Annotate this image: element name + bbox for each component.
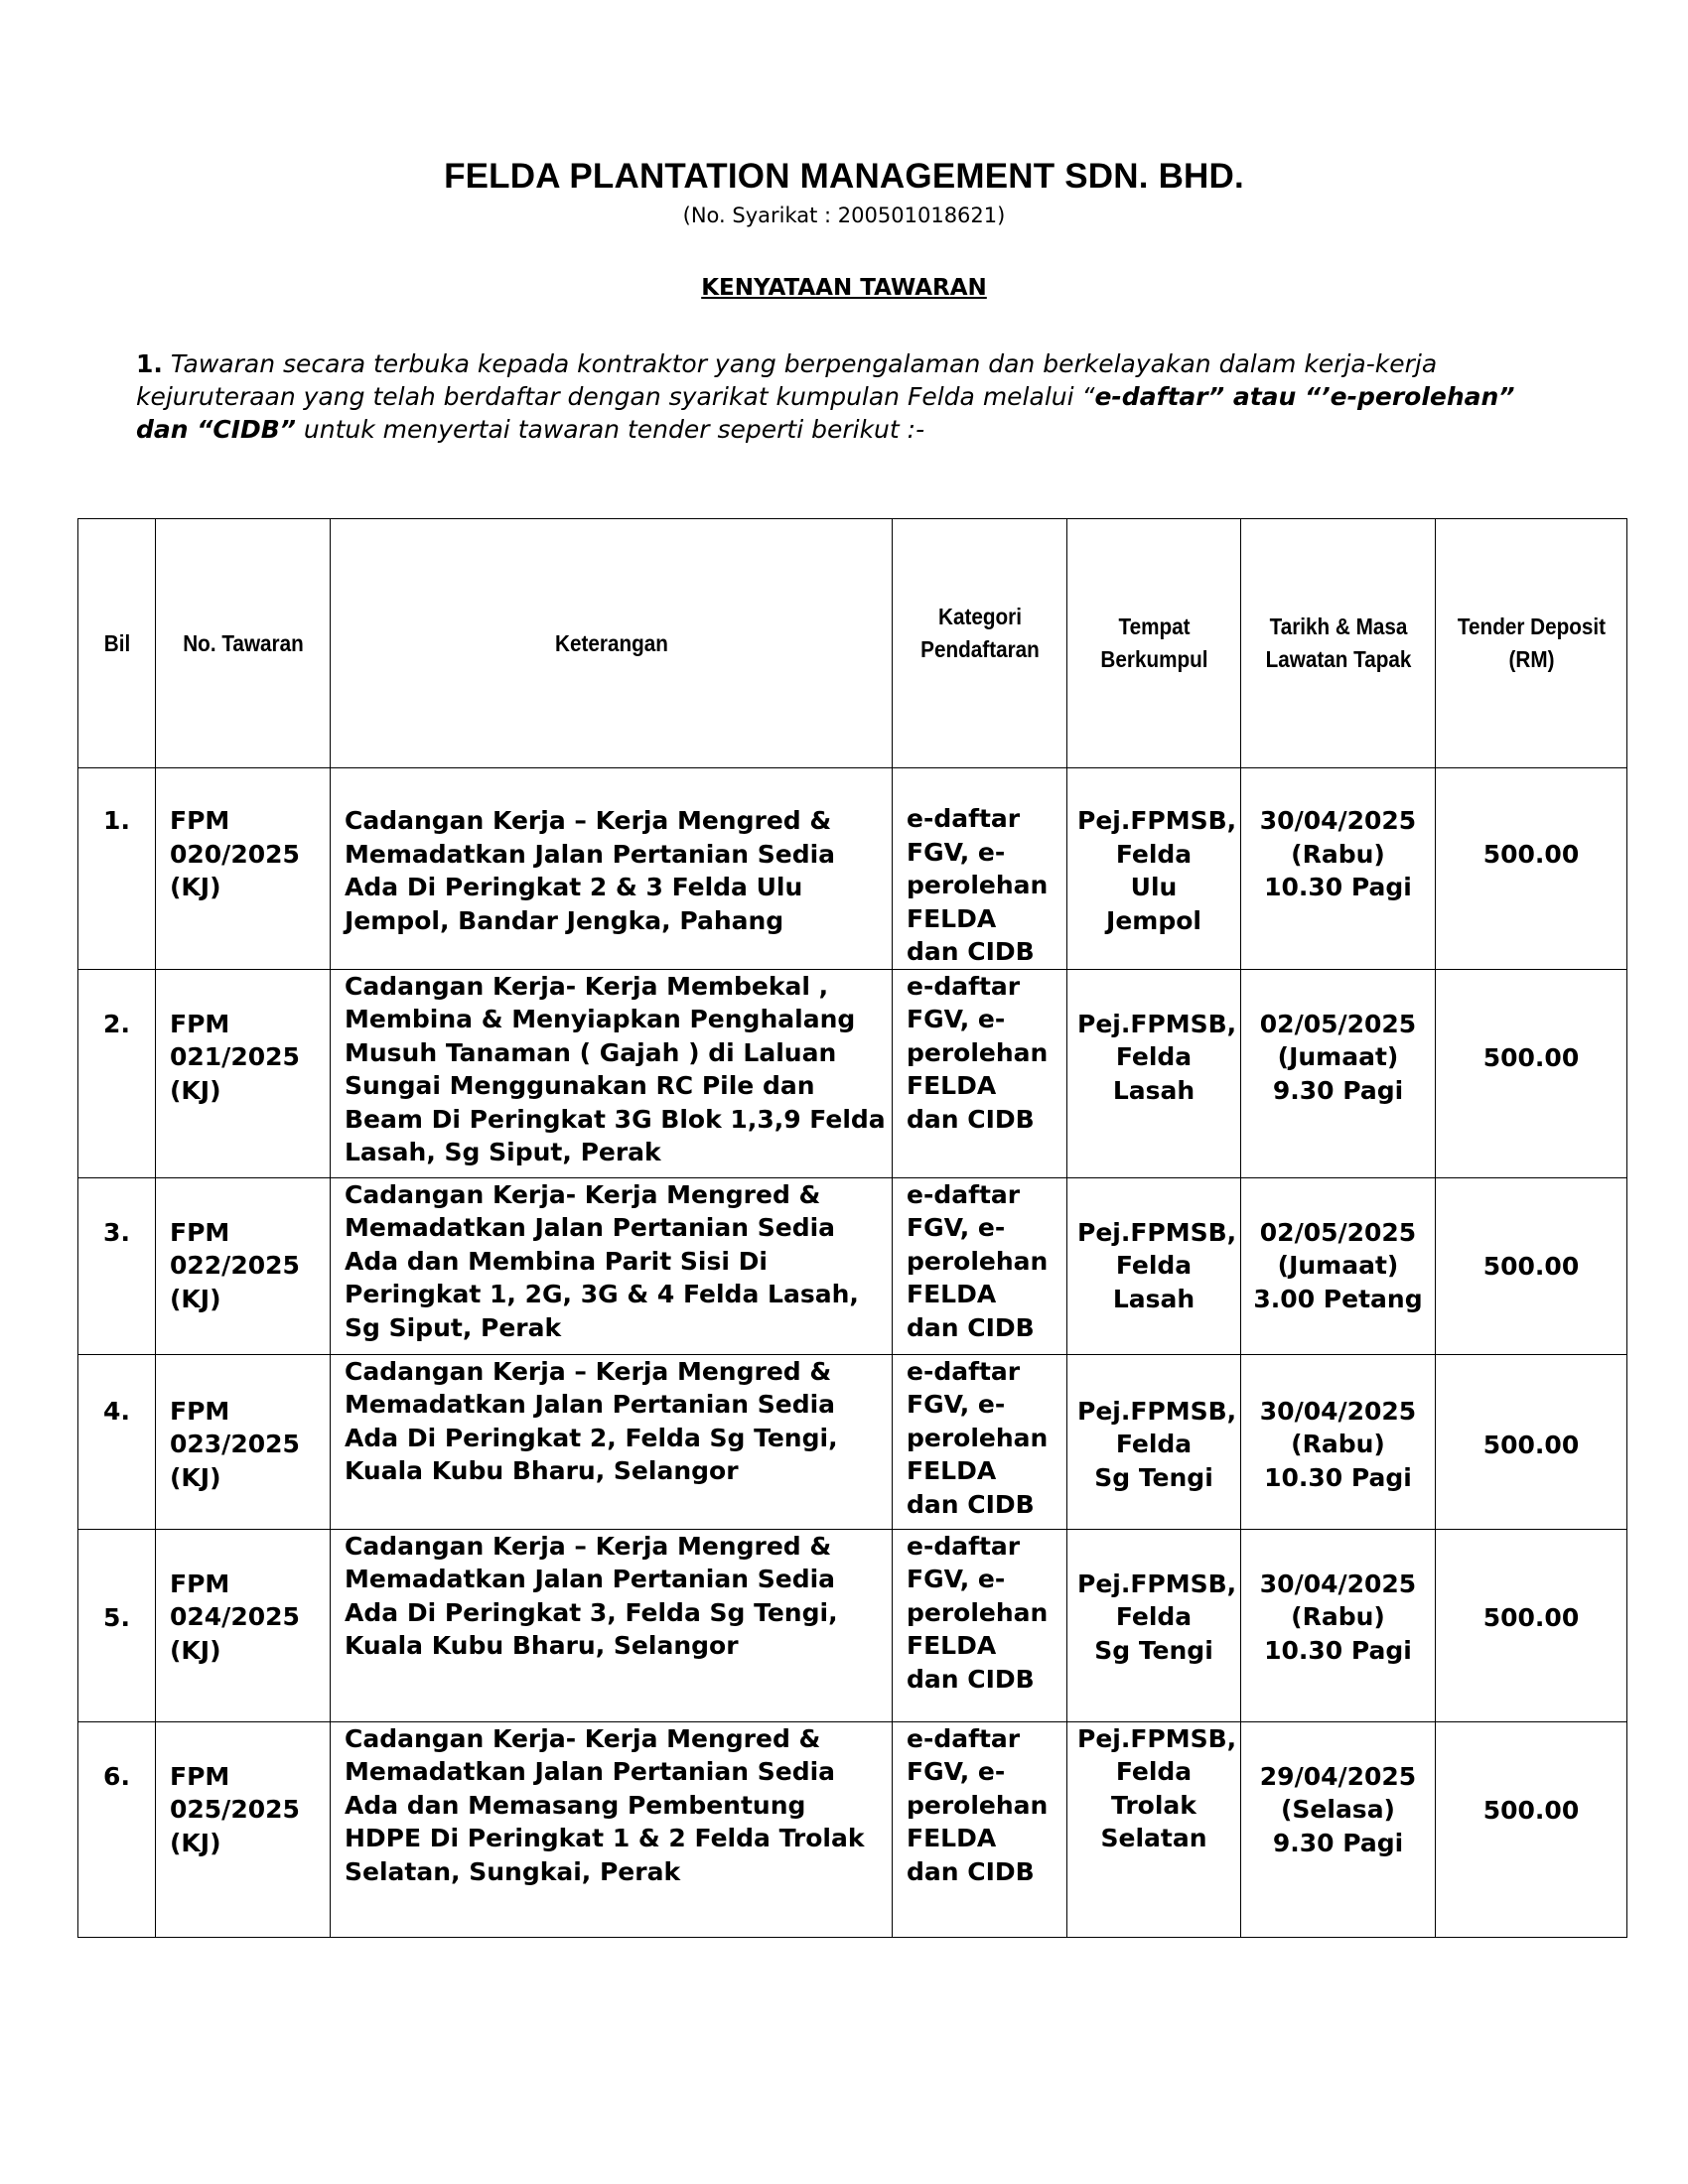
cell-no-tawaran: FPM 021/2025 (KJ) xyxy=(156,969,331,1177)
header-keterangan: Keterangan xyxy=(358,519,864,768)
cell-deposit: 500.00 xyxy=(1436,1721,1627,1937)
table-row xyxy=(78,969,1627,1177)
document-heading: KENYATAAN TAWARAN xyxy=(701,275,987,301)
cell-kategori: e-daftar FGV, e-perolehan FELDA dan CIDB xyxy=(893,1354,1067,1529)
cell-no-tawaran: FPM 022/2025 (KJ) xyxy=(156,1177,331,1354)
cell-deposit: 500.00 xyxy=(1436,1354,1627,1529)
cell-kategori: e-daftar FGV, e-perolehan FELDA dan CIDB xyxy=(893,1721,1067,1937)
intro-number: 1. xyxy=(136,349,163,378)
cell-kategori: e-daftar FGV, e-perolehan FELDA dan CIDB xyxy=(893,1177,1067,1354)
cell-tarikh: 02/05/2025 (Jumaat) 9.30 Pagi xyxy=(1241,969,1436,1177)
intro-text-1: Tawaran secara terbuka kepada kontraktor yang berpengalaman dan berkelayakan dalam kerja-kerja kejuruteraan yang telah berdaftar dengan syarikat kumpulan Felda melalui “ xyxy=(136,349,1438,411)
intro-paragraph xyxy=(136,347,1561,446)
table-row xyxy=(78,1529,1627,1721)
company-title: FELDA PLANTATION MANAGEMENT SDN. BHD. xyxy=(444,157,1244,196)
table-row xyxy=(78,1721,1627,1937)
header-tempat: Tempat Berkumpul xyxy=(1075,519,1232,768)
cell-tarikh: 02/05/2025 (Jumaat) 3.00 Petang xyxy=(1241,1177,1436,1354)
table-header-row xyxy=(78,519,1627,768)
cell-keterangan: Cadangan Kerja – Kerja Mengred & Memadatkan Jalan Pertanian Sedia Ada Di Peringkat 3, Felda Sg Tengi, Kuala Kubu Bharu, Selangor xyxy=(331,1529,893,1721)
cell-keterangan: Cadangan Kerja – Kerja Mengred & Memadatkan Jalan Pertanian Sedia Ada Di Peringkat 2, Felda Sg Tengi, Kuala Kubu Bharu, Selangor xyxy=(331,1354,893,1529)
cell-tempat: Pej.FPMSB, Felda Lasah xyxy=(1067,1177,1241,1354)
cell-tempat: Pej.FPMSB, Felda Lasah xyxy=(1067,969,1241,1177)
cell-bil: 4. xyxy=(78,1354,156,1529)
cell-tempat: Pej.FPMSB, Felda Trolak Selatan xyxy=(1067,1721,1241,1937)
cell-deposit: 500.00 xyxy=(1436,969,1627,1177)
intro-text-2: untuk menyertai tawaran tender seperti berikut :- xyxy=(295,415,925,444)
header-tarikh: Tarikh & Masa Lawatan Tapak xyxy=(1250,519,1425,768)
cell-tempat: Pej.FPMSB, Felda Sg Tengi xyxy=(1067,1354,1241,1529)
tender-table xyxy=(77,518,1627,1938)
tender-table-body xyxy=(78,768,1627,1938)
cell-kategori: e-daftar FGV, e-perolehan FELDA dan CIDB xyxy=(893,1529,1067,1721)
header-kategori: Kategori Pendaftaran xyxy=(901,519,1057,768)
cell-bil: 2. xyxy=(78,969,156,1177)
cell-deposit: 500.00 xyxy=(1436,1529,1627,1721)
table-row xyxy=(78,1354,1627,1529)
header-deposit: Tender Deposit (RM) xyxy=(1445,519,1618,768)
cell-kategori: e-daftar FGV, e-perolehan FELDA dan CIDB xyxy=(893,969,1067,1177)
cell-tempat: Pej.FPMSB, Felda Ulu Jempol xyxy=(1067,768,1241,970)
cell-tarikh: 29/04/2025 (Selasa) 9.30 Pagi xyxy=(1241,1721,1436,1937)
cell-no-tawaran: FPM 025/2025 (KJ) xyxy=(156,1721,331,1937)
cell-deposit: 500.00 xyxy=(1436,768,1627,970)
cell-tarikh: 30/04/2025 (Rabu) 10.30 Pagi xyxy=(1241,768,1436,970)
cell-deposit: 500.00 xyxy=(1436,1177,1627,1354)
cell-keterangan: Cadangan Kerja- Kerja Mengred & Memadatkan Jalan Pertanian Sedia Ada dan Membina Parit Sisi Di Peringkat 1, 2G, 3G & 4 Felda Lasah, Sg Siput, Perak xyxy=(331,1177,893,1354)
cell-bil: 6. xyxy=(78,1721,156,1937)
intro-registration-systems: e-daftar” atau “’e-perolehan” dan “CIDB” xyxy=(136,382,1515,444)
header-bil: Bil xyxy=(81,519,151,768)
cell-no-tawaran: FPM 023/2025 (KJ) xyxy=(156,1354,331,1529)
cell-bil: 5. xyxy=(78,1529,156,1721)
header-no-tawaran: No. Tawaran xyxy=(164,519,321,768)
table-row xyxy=(78,1177,1627,1354)
cell-tarikh: 30/04/2025 (Rabu) 10.30 Pagi xyxy=(1241,1529,1436,1721)
cell-bil: 1. xyxy=(78,768,156,970)
cell-tarikh: 30/04/2025 (Rabu) 10.30 Pagi xyxy=(1241,1354,1436,1529)
cell-no-tawaran: FPM 020/2025 (KJ) xyxy=(156,768,331,970)
cell-keterangan: Cadangan Kerja- Kerja Membekal , Membina & Menyiapkan Penghalang Musuh Tanaman ( Gajah ) di Laluan Sungai Menggunakan RC Pile dan Beam Di Peringkat 3G Blok 1,3,9 Felda Lasah, Sg Siput, Perak xyxy=(331,969,893,1177)
cell-bil: 3. xyxy=(78,1177,156,1354)
cell-keterangan: Cadangan Kerja – Kerja Mengred & Memadatkan Jalan Pertanian Sedia Ada Di Peringkat 2 & 3 Felda Ulu Jempol, Bandar Jengka, Pahang xyxy=(331,768,893,970)
cell-tempat: Pej.FPMSB, Felda Sg Tengi xyxy=(1067,1529,1241,1721)
cell-no-tawaran: FPM 024/2025 (KJ) xyxy=(156,1529,331,1721)
cell-kategori: e-daftar FGV, e-perolehan FELDA dan CIDB xyxy=(893,768,1067,970)
table-row xyxy=(78,768,1627,970)
company-registration-number: (No. Syarikat : 200501018621) xyxy=(682,204,1006,227)
cell-keterangan: Cadangan Kerja- Kerja Mengred & Memadatkan Jalan Pertanian Sedia Ada dan Memasang Pembentung HDPE Di Peringkat 1 & 2 Felda Trolak Selatan, Sungkai, Perak xyxy=(331,1721,893,1937)
